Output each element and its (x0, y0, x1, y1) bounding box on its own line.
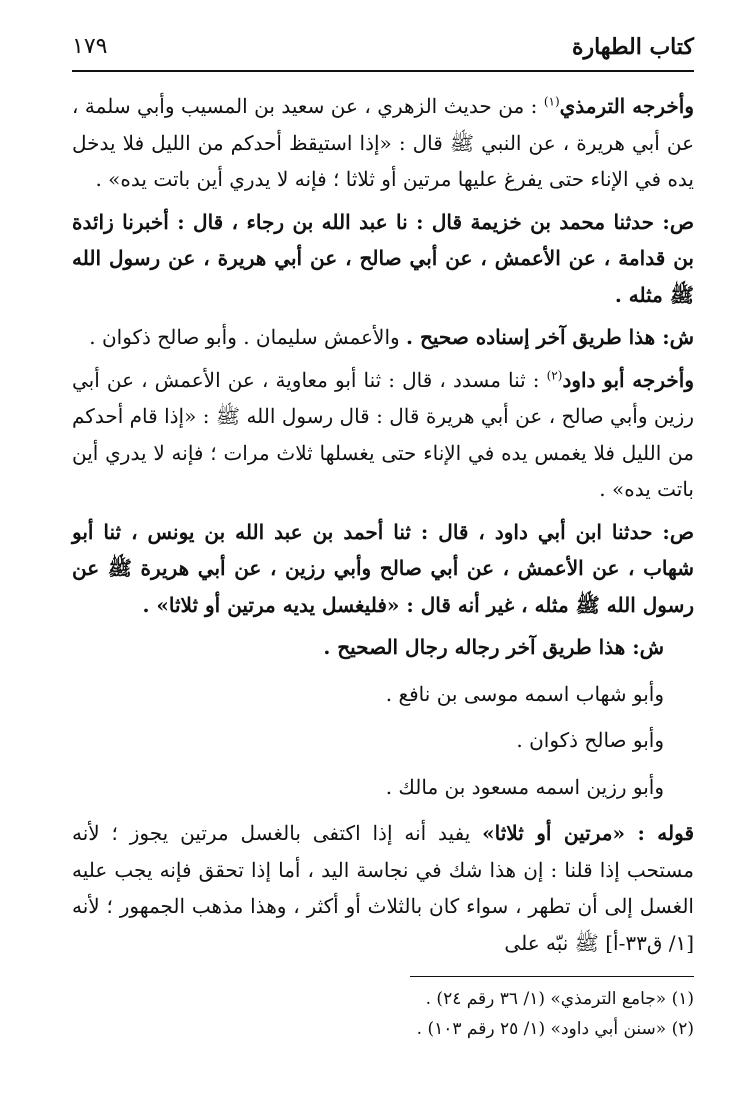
paragraph-abu-dawud (72, 362, 694, 508)
paragraph-abu-shihab (72, 676, 694, 713)
paragraph-abu-razin (72, 769, 694, 806)
footnote-ref: (٢) (546, 367, 563, 382)
footnotes (72, 984, 694, 1044)
paragraph-lead: ش: هذا طريق آخر إسناده صحيح . (406, 325, 694, 349)
paragraph-sanad-khuzaima (72, 204, 694, 314)
paragraph-text: ص: حدثنا محمد بن خزيمة قال : نا عبد الله بن رجاء ، قال : أخبرنا زائدة بن قدامة ، عن الأعمش ، عن أبي صالح ، عن أبي هريرة ، عن رسول الله ﷺ مثله . (72, 209, 694, 307)
footnote-1: (١) «جامع الترمذي» (١/ ٣٦ رقم ٢٤) . (425, 989, 694, 1009)
header-title: كتاب الطهارة (571, 34, 694, 60)
paragraph-text: : ثنا مسدد ، قال : ثنا أبو معاوية ، عن الأعمش ، عن أبي رزين وأبي صالح ، عن أبي هريرة قال : قال رسول الله ﷺ : «إذا قام أحدكم من الليل فلا يغمس يده في الإناء حتى يغسلها ثلاث مرات ؛ فإنه لا يدري أين باتت يده» . (72, 367, 694, 501)
paragraph-text: وأبو شهاب اسمه موسى بن نافع . (385, 681, 664, 706)
paragraph-tirmidhi (72, 88, 694, 198)
paragraph-abu-salih (72, 722, 694, 759)
paragraph-text: ش: هذا طريق آخر رجاله رجال الصحيح . (323, 635, 664, 659)
paragraph-text: وأبو صالح ذكوان . (516, 728, 664, 752)
paragraph-qawluhu (72, 815, 694, 961)
paragraph-lead: قوله : «مرتين أو ثلاثا» (482, 821, 695, 845)
paragraph-text: وأبو رزين اسمه مسعود بن مالك . (385, 774, 664, 799)
page-number: ١٧٩ (72, 34, 108, 59)
paragraph-sharh-2 (72, 629, 694, 666)
body-text (72, 88, 694, 967)
page-header (72, 30, 694, 72)
paragraph-sanad-ibn-abi-dawud (72, 514, 694, 624)
paragraph-text: ص: حدثنا ابن أبي داود ، قال : ثنا أحمد بن عبد الله بن يونس ، ثنا أبو شهاب ، عن الأعمش ، عن أبي صالح وأبي رزين ، عن أبي هريرة ﷺ عن رسول الله ﷺ مثله ، غير أنه قال : «فليغسل يديه مرتين أو ثلاثا» . (72, 519, 694, 617)
paragraph-lead: وأخرجه أبو داود (562, 367, 695, 392)
paragraph-lead: وأخرجه الترمذي (559, 94, 695, 118)
paragraph-text: والأعمش سليمان . وأبو صالح ذكوان . (89, 325, 400, 349)
footnote-2: (٢) «سنن أبي داود» (١/ ٢٥ رقم ١٠٣) . (416, 1019, 694, 1039)
paragraph-text: : من حديث الزهري ، عن سعيد بن المسيب وأبي سلمة ، عن أبي هريرة ، عن النبي ﷺ قال : «إذا استيقظ أحدكم من الليل فلا يدخل يده في الإناء حتى يفرغ عليها مرتين أو ثلاثا ؛ فإنه لا يدري أين باتت يده» . (72, 94, 694, 191)
paragraph-sharh-1 (72, 319, 694, 356)
footnote-divider (410, 976, 694, 977)
paragraph-text: يفيد أنه إذا اكتفى بالغسل مرتين يجوز ؛ لأنه مستحب إذا قلنا : إن هذا شك في نجاسة اليد ، أما إذا تحقق فإنه يجب عليه الغسل إلى أن تطهر ، سواء كان بالثلاث أو أكثر ، وهذا مذهب الجمهور ؛ لأنه [١/ ق٣٣-أ] ﷺ نبّه على (72, 821, 694, 955)
footnote-ref: (١) (543, 94, 560, 109)
